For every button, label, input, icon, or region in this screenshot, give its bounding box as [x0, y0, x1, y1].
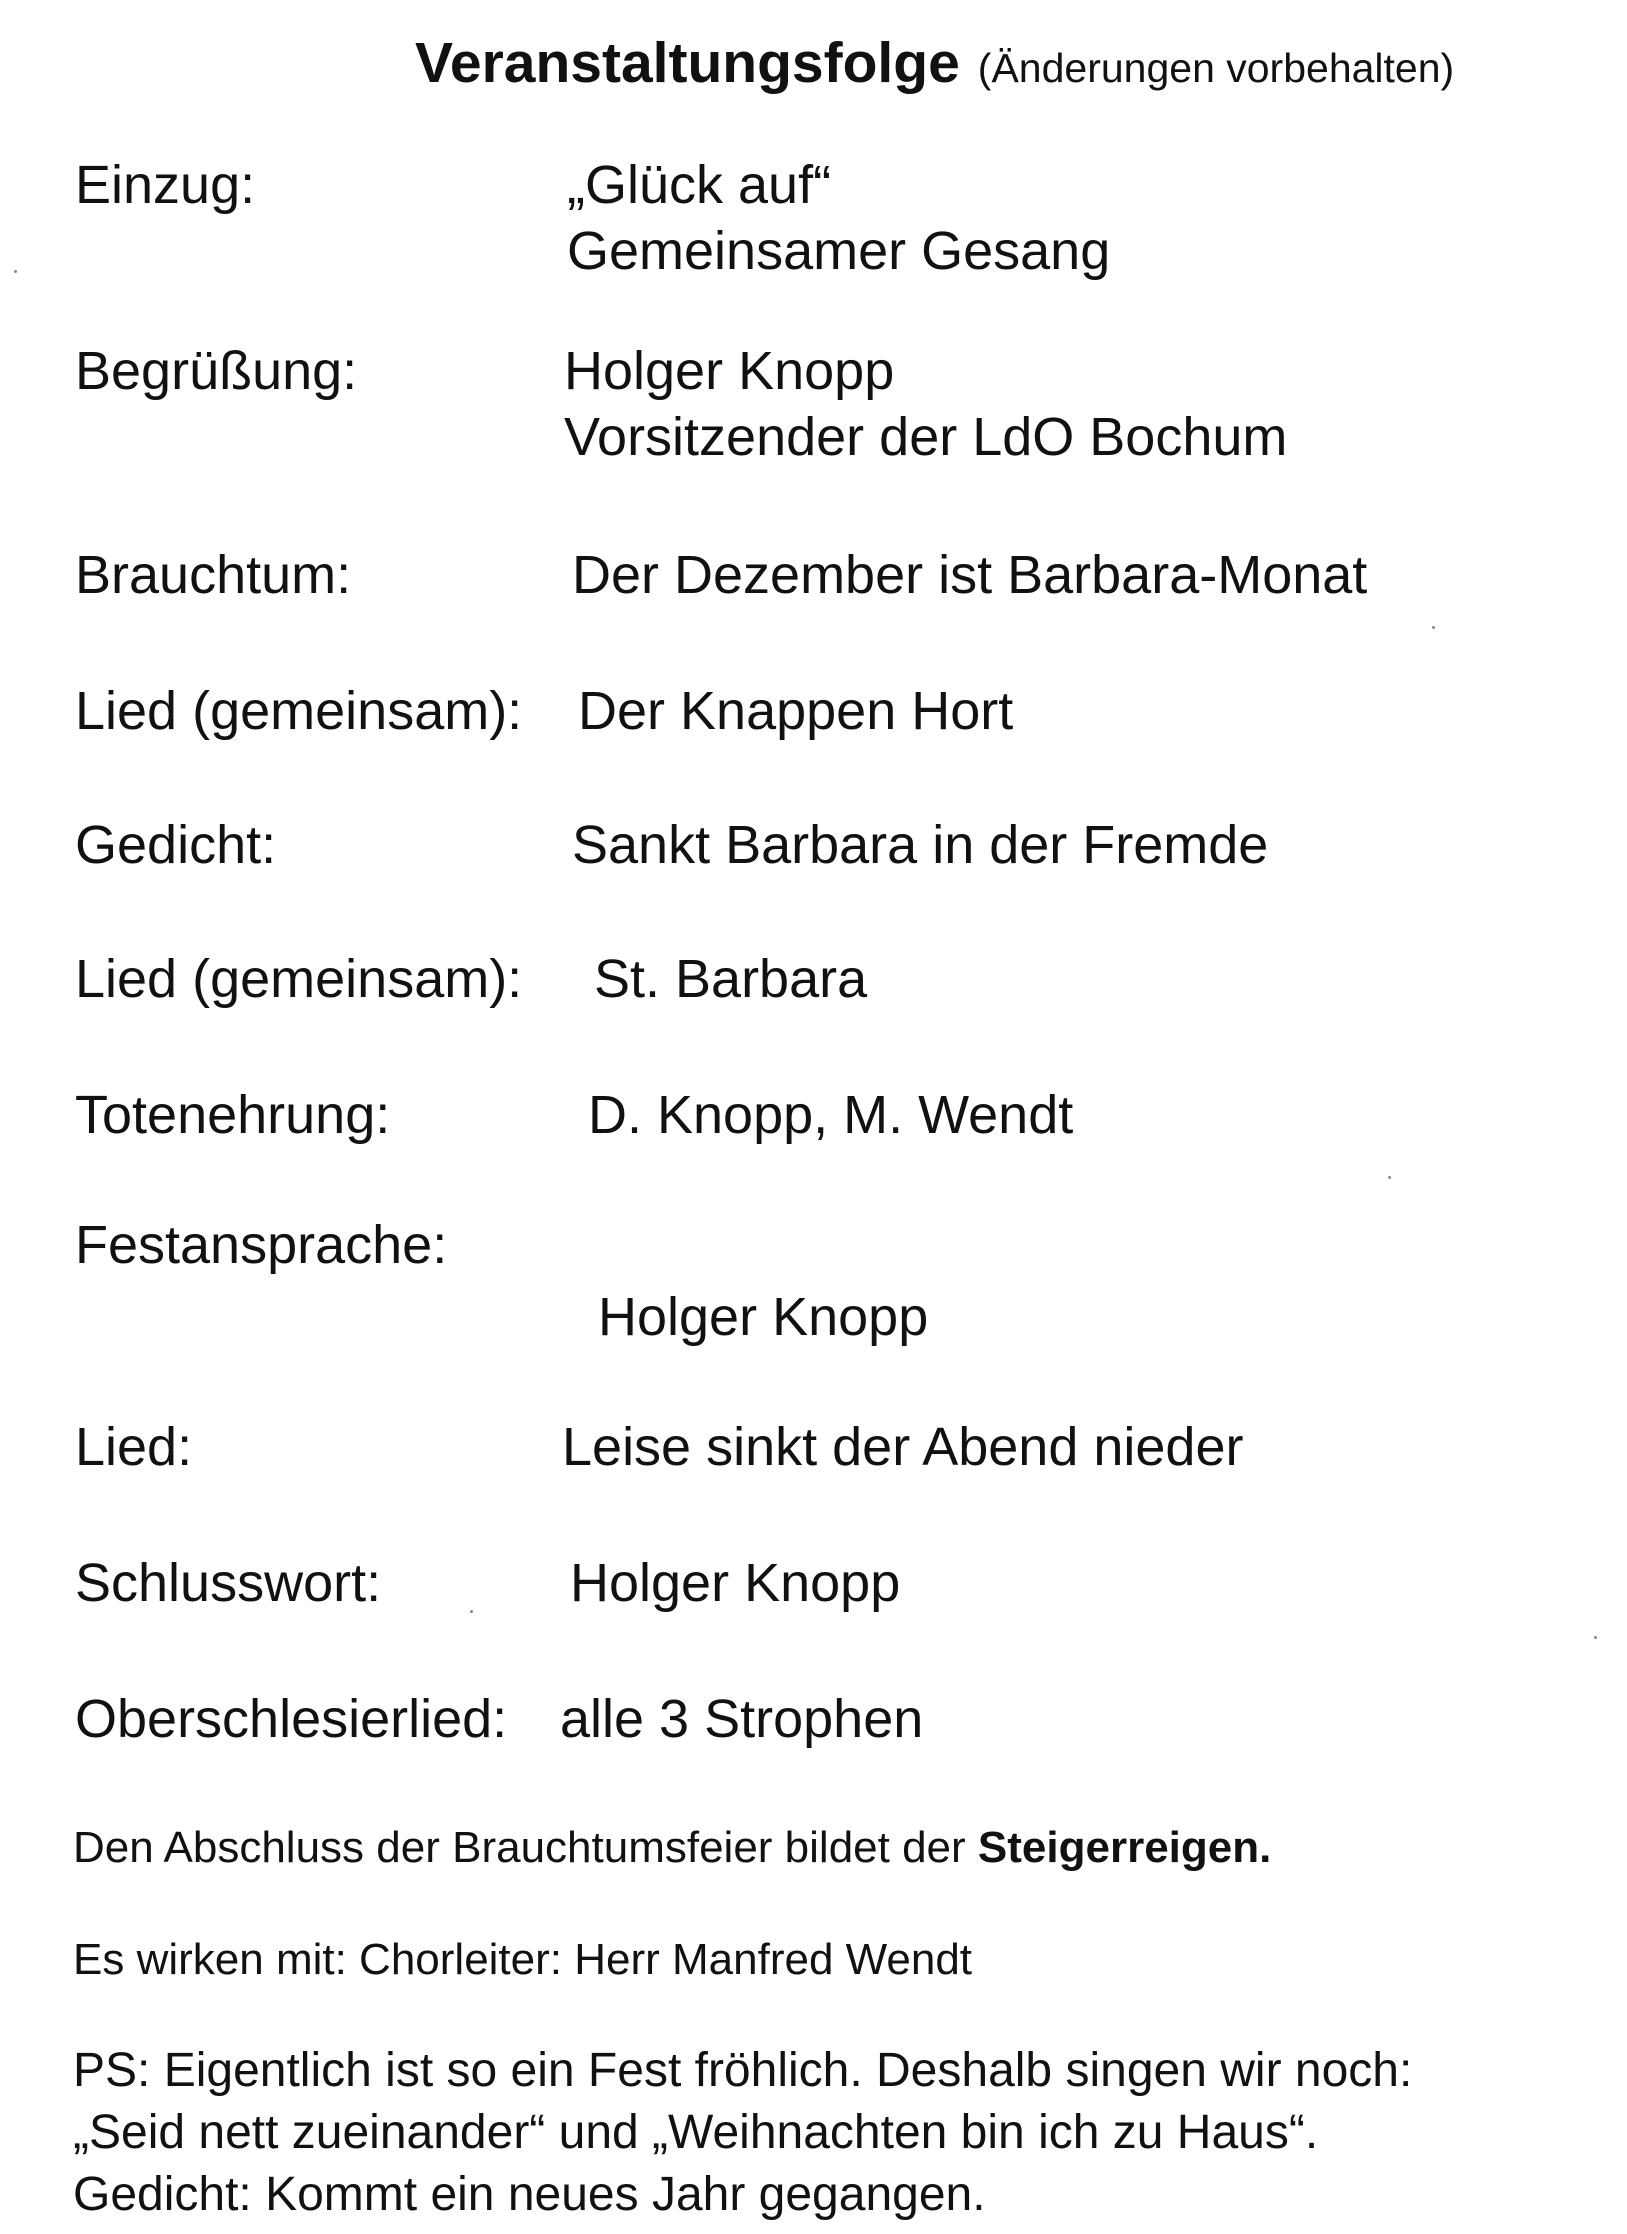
closing-text: Den Abschluss der Brauchtumsfeier bildet der	[73, 1823, 966, 1872]
program-value-brauchtum: Der Dezember ist Barbara-Monat	[572, 545, 1368, 605]
program-value-festansprache: Holger Knopp	[598, 1287, 929, 1347]
program-value-schlusswort: Holger Knopp	[570, 1553, 901, 1613]
program-label-totenehrung: Totenehrung:	[75, 1085, 391, 1145]
scan-speck	[1432, 626, 1435, 629]
scan-speck	[1388, 1176, 1391, 1179]
program-value-einzug-2: Gemeinsamer Gesang	[567, 221, 1111, 281]
page-title	[415, 30, 1454, 96]
program-label-lied-2: Lied (gemeinsam):	[75, 949, 523, 1009]
program-value-begruessung-1: Holger Knopp	[564, 341, 895, 401]
program-label-festansprache: Festansprache:	[75, 1215, 448, 1275]
ps-block	[73, 2040, 1412, 2226]
program-label-lied-3: Lied:	[75, 1417, 193, 1477]
title-note: (Änderungen vorbehalten)	[977, 45, 1455, 91]
program-label-schlusswort: Schlusswort:	[75, 1553, 382, 1613]
program-value-totenehrung: D. Knopp, M. Wendt	[588, 1085, 1074, 1145]
program-value-lied-1: Der Knappen Hort	[578, 681, 1014, 741]
closing-note	[73, 1820, 1271, 1876]
scan-speck	[470, 1610, 473, 1613]
ps-line-1: PS: Eigentlich ist so ein Fest fröhlich. Deshalb singen wir noch:	[73, 2044, 1413, 2097]
credits-line: Es wirken mit: Chorleiter: Herr Manfred Wendt	[73, 1935, 973, 1984]
program-label-lied-1: Lied (gemeinsam):	[75, 681, 523, 741]
ps-line-2: „Seid nett zueinander“ und „Weihnachten bin ich zu Haus“.	[73, 2106, 1319, 2159]
program-label-einzug: Einzug:	[75, 155, 256, 215]
program-label-oberschlesierlied: Oberschlesierlied:	[75, 1689, 508, 1749]
ps-line-3: Gedicht: Kommt ein neues Jahr gegangen.	[73, 2168, 986, 2221]
program-value-gedicht: Sankt Barbara in der Fremde	[572, 815, 1269, 875]
program-label-gedicht: Gedicht:	[75, 815, 277, 875]
program-value-lied-2: St. Barbara	[594, 949, 868, 1009]
program-value-begruessung-2: Vorsitzender der LdO Bochum	[564, 407, 1288, 467]
title-text: Veranstaltungsfolge	[415, 31, 960, 95]
closing-emphasis: Steigerreigen.	[977, 1823, 1272, 1872]
scan-speck	[14, 270, 17, 273]
program-value-einzug-1: „Glück auf“	[567, 155, 832, 215]
program-value-lied-3: Leise sinkt der Abend nieder	[562, 1417, 1244, 1477]
program-value-oberschlesierlied: alle 3 Strophen	[560, 1689, 924, 1749]
scan-speck	[1594, 1636, 1597, 1639]
program-label-brauchtum: Brauchtum:	[75, 545, 352, 605]
program-label-begruessung: Begrüßung:	[75, 341, 358, 401]
